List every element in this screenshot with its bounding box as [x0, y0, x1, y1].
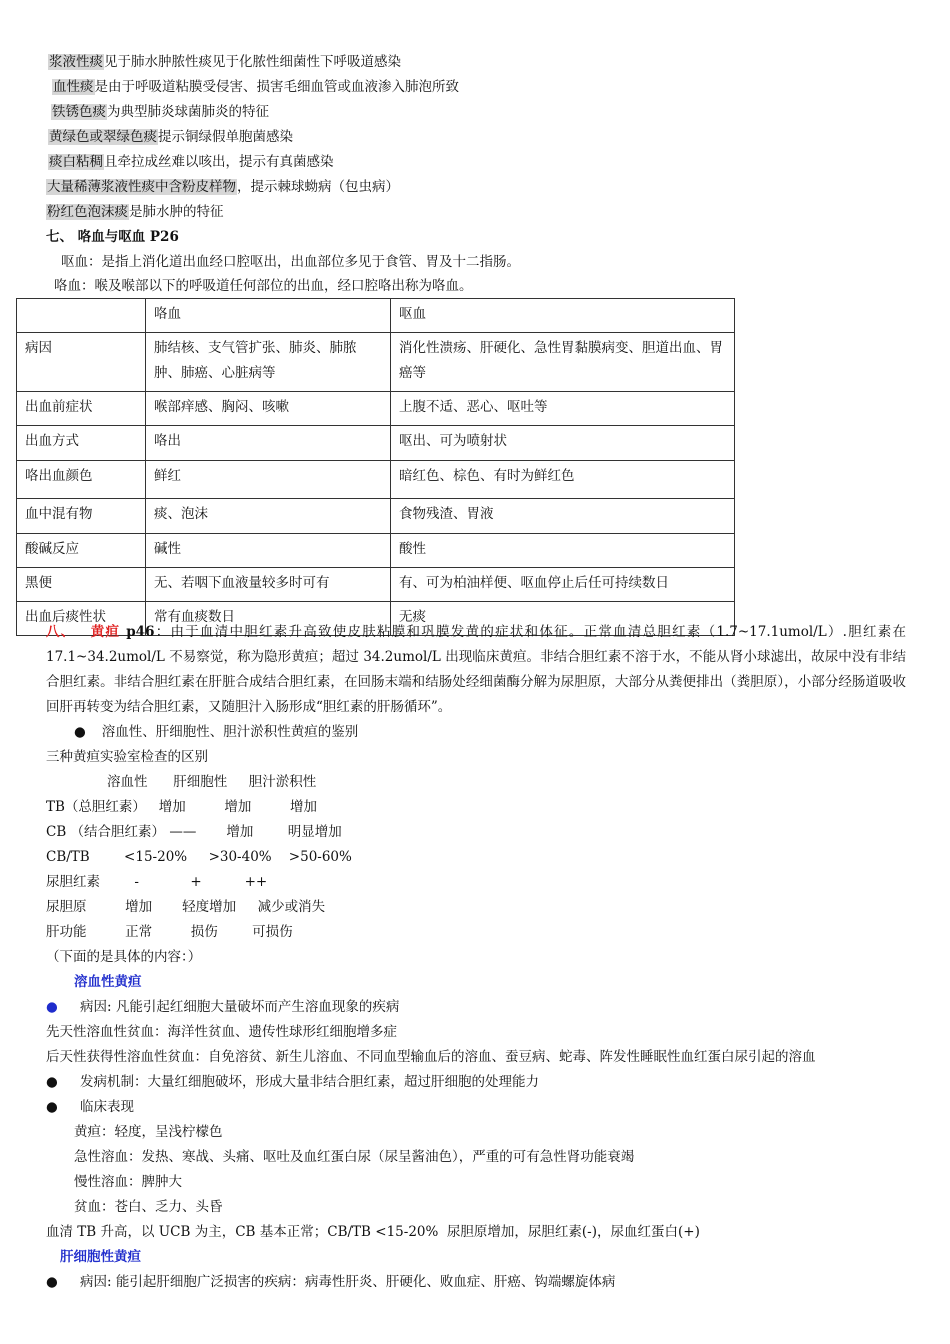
section-7-heading: 七、 咯血与呕血 P26	[46, 229, 179, 245]
table-cell: 喉部痒感、胸闷、咳嗽	[146, 392, 391, 426]
lab-comparison-row: CB （结合胆红素） —— 增加 明显增加	[46, 824, 342, 840]
table-header-cell: 呕血	[391, 299, 735, 333]
lab-comparison-row: 尿胆红素 - + ++	[46, 874, 268, 890]
bullet-icon: ●	[46, 999, 58, 1015]
highlight-term: 黄绿色或翠绿色痰	[49, 129, 157, 145]
table-header-cell: 咯血	[146, 299, 391, 333]
highlight-term: 痰白粘稠	[49, 154, 103, 170]
hemolytic-congenital: 先天性溶血性贫血：海洋性贫血、遗传性球形红细胞增多症	[46, 1024, 397, 1040]
clinical-item: 贫血：苍白、乏力、头昏	[74, 1199, 223, 1215]
table-cell: 黑便	[17, 568, 146, 602]
lab-comparison-row: TB（总胆红素） 增加 增加 增加	[46, 799, 318, 815]
table-cell: 常有血痰数日	[146, 602, 391, 636]
section-8-text: ：由于血清中胆红素升高致使皮肤粘膜和巩膜发黄的症状和体征。正常血清总胆红素（1.7~17.1umol/L）.胆红素在17.1~34.2umol/L 不易察觉，称为隐形黄疸；超过 34.2umol/L 出现临床黄疸。非结合胆红素不溶于水，不能从肾小球滤出，故尿中没有非结合胆红素。非结合胆红素在肝脏合成结合胆红素，在回肠末端和结肠处经细菌酶分解为尿胆原，大部分从粪便排出（粪胆原），小部分经肠道吸收回肝再转变为结合胆红素，又随胆汁入肠形成“胆红素的肝肠循环”。	[46, 624, 906, 715]
section-8-paragraph: 八、 黄疸 p46：由于血清中胆红素升高致使皮肤粘膜和巩膜发黄的症状和体征。正常血清总胆红素（1.7~17.1umol/L）.胆红素在17.1~34.2umol/L 不易察觉，称为隐形黄疸；超过 34.2umol/L 出现临床黄疸。非结合胆红素不溶于水，不能从肾小球滤出，故尿中没有非结合胆红素。非结合胆红素在肝脏合成结合胆红素，在回肠末端和结肠处经细菌酶分解为尿胆原，大部分从粪便排出（粪胆原），小部分经肠道吸收回肝再转变为结合胆红素，又随胆汁入肠形成“胆红素的肝肠循环”。	[46, 624, 906, 715]
hemolytic-cause: ● 病因: 凡能引起红细胞大量破坏而产生溶血现象的疾病	[46, 995, 399, 1020]
bullet-icon: ●	[46, 1074, 58, 1090]
table-cell: 肺结核、支气管扩张、肺炎、肺脓肿、肺癌、心脏病等	[146, 333, 391, 392]
table-row	[17, 392, 735, 426]
hemolytic-lab-findings: 血清 TB 升高，以 UCB 为主，CB 基本正常；CB/TB <15-20% 尿胆原增加，尿胆红素(-)，尿血红蛋白(+)	[46, 1224, 700, 1240]
table-cell: 无、若咽下血液量较多时可有	[146, 568, 391, 602]
table-cell: 酸性	[391, 534, 735, 568]
highlight-term: 血性痰	[53, 79, 94, 95]
lab-comparison-header: 溶血性 肝细胞性 胆汁淤积性	[107, 774, 317, 790]
section-8-number: 八、	[46, 624, 76, 640]
table-cell: 暗红色、棕色、有时为鲜红色	[391, 461, 735, 499]
table-cell: 出血后痰性状	[17, 602, 146, 636]
table-cell: 咯出血颜色	[17, 461, 146, 499]
hepatocellular-cause: ● 病因: 能引起肝细胞广泛损害的疾病：病毒性肝炎、肝硬化、败血症、肝癌、钩端螺旋体病	[46, 1270, 615, 1295]
hemolytic-mechanism: ● 发病机制：大量红细胞破坏，形成大量非结合胆红素，超过肝细胞的处理能力	[46, 1070, 539, 1095]
table-cell: 碱性	[146, 534, 391, 568]
table-cell: 鲜红	[146, 461, 391, 499]
table-cell: 病因	[17, 333, 146, 392]
table-cell: 无痰	[391, 602, 735, 636]
hemolytic-jaundice-title: 溶血性黄疸	[74, 974, 142, 990]
table-row	[17, 426, 735, 461]
sputum-line-4: 黄绿色或翠绿色痰提示铜绿假单胞菌感染	[49, 129, 293, 145]
highlight-term: 大量稀薄浆液性痰中含粉皮样物	[47, 179, 236, 195]
highlight-term: 浆液性痰	[49, 54, 103, 70]
bullet-icon: ●	[74, 724, 86, 740]
hemolytic-clinical: ● 临床表现	[46, 1095, 134, 1120]
table-row	[17, 333, 735, 392]
table-header-cell	[17, 299, 146, 333]
sputum-line-5: 痰白粘稠且牵拉成丝难以咳出，提示有真菌感染	[49, 154, 334, 170]
table-cell: 食物残渣、胃液	[391, 499, 735, 534]
table-row	[17, 568, 735, 602]
table-row	[17, 461, 735, 499]
table-cell: 上腹不适、恶心、呕吐等	[391, 392, 735, 426]
highlight-term: 粉红色泡沫痰	[47, 204, 128, 220]
clinical-item: 急性溶血：发热、寒战、头痛、呕吐及血红蛋白尿（尿呈酱油色），严重的可有急性肾功能衰竭	[74, 1149, 635, 1165]
table-cell: 咯出	[146, 426, 391, 461]
table-cell: 呕出、可为喷射状	[391, 426, 735, 461]
sputum-line-7: 粉红色泡沫痰是肺水肿的特征	[47, 204, 224, 220]
table-cell: 酸碱反应	[17, 534, 146, 568]
table-cell: 出血前症状	[17, 392, 146, 426]
table-row	[17, 499, 735, 534]
definition-vomiting-blood: 呕血：是指上消化道出血经口腔呕出，出血部位多见于食管、胃及十二指肠。	[61, 254, 520, 270]
sputum-line-1: 浆液性痰见于肺水肿脓性痰见于化脓性细菌性下呼吸道感染	[49, 54, 401, 70]
sputum-line-6: 大量稀薄浆液性痰中含粉皮样物，提示棘球蚴病（包虫病）	[47, 179, 399, 195]
bullet-jaundice-differentiation: ● 溶血性、肝细胞性、胆汁淤积性黄疸的鉴别	[74, 724, 359, 740]
note-line: （下面的是具体的内容：）	[46, 949, 202, 965]
clinical-item: 黄疸：轻度，呈浅柠檬色	[74, 1124, 223, 1140]
lab-comparison-row: 尿胆原 增加 轻度增加 减少或消失	[46, 899, 326, 915]
comparison-table	[16, 298, 735, 636]
clinical-item: 慢性溶血：脾肿大	[74, 1174, 182, 1190]
lab-comparison-row: 肝功能 正常 损伤 可损伤	[46, 924, 293, 940]
section-8-title: 黄疸	[89, 624, 121, 640]
sputum-line-3: 铁锈色痰为典型肺炎球菌肺炎的特征	[52, 104, 269, 120]
sputum-line-2: 血性痰是由于呼吸道粘膜受侵害、损害毛细血管或血液渗入肺泡所致	[53, 79, 459, 95]
table-header-row	[17, 299, 735, 333]
table-cell: 有、可为柏油样便、呕血停止后任可持续数日	[391, 568, 735, 602]
definition-hemoptysis: 咯血：喉及喉部以下的呼吸道任何部位的出血，经口腔咯出称为咯血。	[54, 278, 473, 294]
table-cell: 出血方式	[17, 426, 146, 461]
table-cell: 消化性溃疡、肝硬化、急性胃黏膜病变、胆道出血、胃癌等	[391, 333, 735, 392]
table-cell: 痰、泡沫	[146, 499, 391, 534]
bullet-icon: ●	[46, 1099, 58, 1115]
table-row	[17, 534, 735, 568]
table-cell: 血中混有物	[17, 499, 146, 534]
bullet-icon: ●	[46, 1274, 58, 1290]
hepatocellular-jaundice-title: 肝细胞性黄疸	[60, 1249, 141, 1265]
hemolytic-acquired: 后天性获得性溶血性贫血：自免溶贫、新生儿溶血、不同血型输血后的溶血、蚕豆病、蛇毒、阵发性睡眠性血红蛋白尿引起的溶血	[46, 1049, 816, 1065]
lab-comparison-row: CB/TB <15-20% >30-40% >50-60%	[46, 849, 352, 865]
lab-comparison-title: 三种黄疸实验室检查的区别	[46, 749, 208, 765]
highlight-term: 铁锈色痰	[52, 104, 106, 120]
